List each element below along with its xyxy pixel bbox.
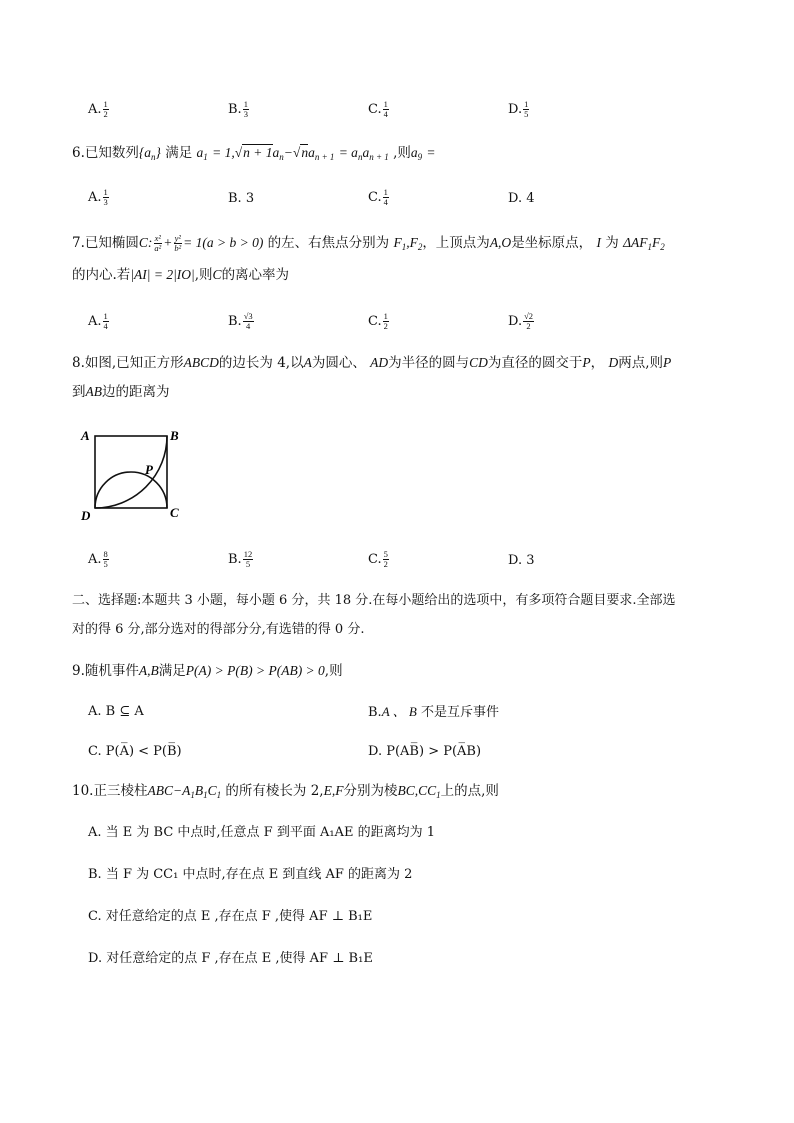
q7-option-a: A. $\frac{1}{4}$	[88, 311, 108, 331]
fraction: $\frac{1}{4}$	[383, 187, 388, 207]
q5-option-d: D. $\frac{1}{5}$	[508, 99, 529, 119]
q9-option-c: C. P(A̅) < P(B̅)	[88, 744, 182, 759]
q8-option-b: B. $\frac{12}{5}$	[228, 549, 253, 569]
fraction: $\frac{1}{2}$	[383, 311, 388, 331]
q5-option-b: B. $\frac{1}{3}$	[228, 99, 248, 119]
fraction: $\frac{5}{2}$	[383, 549, 388, 569]
fraction: $\frac{√3}{4}$	[243, 311, 253, 331]
q9-option-a: A. B ⊆ A	[88, 704, 144, 719]
q10-option-b: B. 当 F 为 CC₁ 中点时,存在点 E 到直线 AF 的距离为 2	[88, 867, 413, 882]
fraction: $\frac{1}{2}$	[103, 99, 108, 119]
q5-option-a: A. $\frac{1}{2}$	[88, 99, 108, 119]
q9-option-b: B.A 、 B 不是互斥事件	[368, 704, 499, 720]
section-2-instructions-line-2: 对的得 6 分,部分选对的得部分分,有选错的得 0 分.	[72, 622, 365, 637]
fraction: $\frac{1}{3}$	[103, 187, 108, 207]
q5-option-c: C. $\frac{1}{4}$	[368, 99, 388, 119]
geometry-figure	[78, 424, 188, 524]
q10-option-a: A. 当 E 为 BC 中点时,任意点 F 到平面 A₁AE 的距离均为 1	[88, 825, 435, 840]
question-6: 6.已知数列$\{a_n\}$ 满足 $a_1 = 1,√n + 1a_n-√na_{n + 1} = a_na_{n + 1}$ ,则$a_9$ =	[72, 145, 436, 162]
fraction: $\frac{1}{5}$	[524, 99, 529, 119]
question-10: 10.正三棱柱$ABC-A_1B_1C_1$ 的所有棱长为 2,E,F分别为棱$BC,CC_1$上的点,则	[72, 783, 499, 800]
q6-option-b: B. 3	[228, 191, 255, 206]
label-d: D	[81, 508, 91, 523]
q6-option-d: D. 4	[508, 191, 535, 206]
fraction: $\frac{1}{4}$	[103, 311, 108, 331]
label-p: P	[145, 462, 153, 477]
fraction: $\frac{1}{4}$	[383, 99, 388, 119]
q10-option-c: C. 对任意给定的点 E ,存在点 F ,使得 AF ⊥ B₁E	[88, 909, 373, 924]
q7-option-c: C. $\frac{1}{2}$	[368, 311, 388, 331]
semicircle-on-cd	[95, 472, 167, 508]
q7-option-b: B. $\frac{√3}{4}$	[228, 311, 253, 331]
section-2-instructions-line-1: 二、选择题:本题共 3 小题，每小题 6 分，共 18 分.在每小题给出的选项中，有多项符合题目要求.全部选	[72, 593, 676, 608]
q8-option-a: A. $\frac{8}{5}$	[88, 549, 108, 569]
label-a: A	[81, 428, 90, 443]
q8-option-d: D. 3	[508, 553, 535, 568]
label-b: B	[170, 428, 179, 443]
question-7-line-1: 7.已知椭圆C: $\frac{\text{x²}}{\text{a²}}$ + $\frac{\text{y²}}{\text{b²}}$ = 1(a > b > 0) 的左、右焦点分别为 $F_1,F_2$，上顶点为A,O是坐标原点， I 为 $\Delta AF_1F_2$	[72, 233, 665, 253]
fraction: $\frac{√2}{2}$	[524, 311, 534, 331]
q9-option-d: D. P(AB̅) > P(A̅B)	[368, 744, 482, 759]
q8-option-c: C. $\frac{5}{2}$	[368, 549, 388, 569]
q6-option-a: A. $\frac{1}{3}$	[88, 187, 108, 207]
q10-option-d: D. 对任意给定的点 F ,存在点 E ,使得 AF ⊥ B₁E	[88, 951, 373, 966]
q6-option-c: C. $\frac{1}{4}$	[368, 187, 388, 207]
label-c: C	[170, 505, 179, 520]
fraction: $\frac{1}{3}$	[243, 99, 248, 119]
question-8-line-2: 到AB边的距离为	[72, 384, 170, 400]
question-9: 9.随机事件A,B满足P(A) > P(B) > P(AB) > 0,则	[72, 663, 343, 679]
question-8-line-1: 8.如图,已知正方形ABCD的边长为 4,以A为圆心、 AD为半径的圆与CD为直径的圆交于P， D两点,则P	[72, 355, 672, 371]
fraction: $\frac{8}{5}$	[103, 549, 108, 569]
q7-option-d: D. $\frac{√2}{2}$	[508, 311, 534, 331]
fraction: $\frac{12}{5}$	[243, 549, 253, 569]
question-7-line-2: 的内心.若|AI| = 2|IO|,则C的离心率为	[72, 267, 290, 283]
